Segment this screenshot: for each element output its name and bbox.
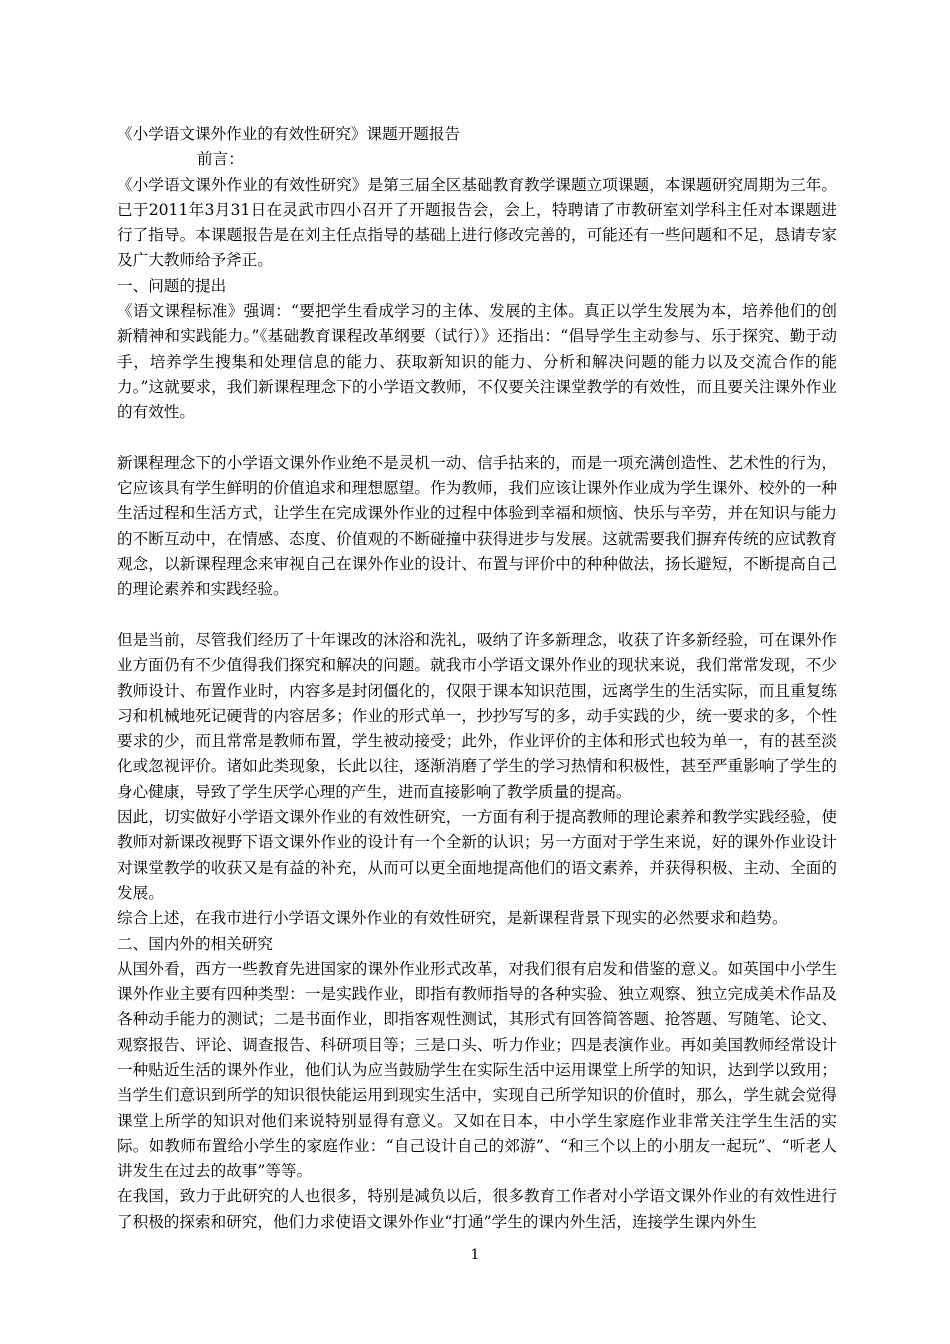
page-number: 1 (470, 1247, 480, 1263)
paragraph-summary: 综合上述，在我市进行小学语文课外作业的有效性研究，是新课程背景下现实的必然要求和趋势。 (117, 909, 788, 928)
paragraph-domestic-research: 在我国，致力于此研究的人也很多，特别是减负以后，很多教育工作者对小学语文课外作业的有效性进行了积极的探索和研究，他们力求使语文课外作业“打通”学生的课内外生活，连接学生课内外生 (117, 1187, 837, 1231)
paragraph-significance: 因此，切实做好小学语文课外作业的有效性研究，一方面有利于提高教师的理论素养和教学实践经验，使教师对新课改视野下语文课外作业的设计有一个全新的认识；另一方面对于学生来说，好的课外作业设计对课堂教学的收获又是有益的补充，从而可以更全面地提高他们的语文素养，并获得积极、主动、全面的发展。 (117, 808, 837, 902)
paragraph-current-problems: 但是当前，尽管我们经历了十年课改的沐浴和洗礼，吸纳了许多新理念，收获了许多新经验，可在课外作业方面仍有不少值得我们探究和解决的问题。就我市小学语文课外作业的现状来说，我们常常发现，不少教师设计、布置作业时，内容多是封闭僵化的，仅限于课本知识范围，远离学生的生活实际，而且重复练习和机械地死记硬背的内容居多；作业的形式单一，抄抄写写的多，动手实践的少，统一要求的多，个性要求的少，而且常常是教师布置，学生被动接受；此外，作业评价的主体和形式也较为单一，有的甚至淡化或忽视评价。诸如此类现象，长此以往，逐渐消磨了学生的学习热情和积极性，甚至严重影响了学生的身心健康，导致了学生厌学心理的产生，进而直接影响了教学质量的提高。 (117, 630, 837, 801)
paragraph-standards: 《语文课程标准》强调：“要把学生看成学习的主体、发展的主体。真正以学生发展为本，培养他们的创新精神和实践能力。”《基础教育课程改革纲要（试行）》还指出：“倡导学生主动参与、乐于探究、勤于动手，培养学生搜集和处理信息的能力、获取新知识的能力、分析和解决问题的能力以及交流合作的能力。”这就要求，我们新课程理念下的小学语文教师，不仅要关注课堂教学的有效性，而且要关注课外作业的有效性。 (117, 302, 837, 422)
section-heading-1: 一、问题的提出 (117, 276, 227, 295)
paragraph-foreign-research: 从国外看，西方一些教育先进国家的课外作业形式改革，对我们很有启发和借鉴的意义。如英国中小学生课外作业主要有四种类型：一是实践作业，即指有教师指导的各种实验、独立观察、独立完成美术作品及各种动手能力的测试；二是书面作业，即指客观性测试，其形式有回答简答题、抢答题、写随笔、论文、观察报告、评论、调查报告、科研项目等；三是口头、听力作业；四是表演作业。再如美国教师经常设计一种贴近生活的课外作业，他们认为应当鼓励学生在实际生活中运用课堂上所学的知识，达到学以致用；当学生们意识到所学的知识很快能运用到现实生活中，实现自己所学知识的价值时，那么，学生就会觉得课堂上所学的知识对他们来说特别显得有意义。又如在日本，中小学生家庭作业非常关注学生生活的实际。如教师布置给小学生的家庭作业：“自己设计自己的郊游”、“和三个以上的小朋友一起玩”、“听老人讲发生在过去的故事”等等。 (117, 959, 837, 1181)
document-body (117, 122, 837, 1235)
paragraph-intro: 《小学语文课外作业的有效性研究》是第三届全区基础教育教学课题立项课题，本课题研究周期为三年。已于2011年3月31日在灵武市四小召开了开题报告会，会上，特聘请了市教研室刘学科主任对本课题进行了指导。本课题报告是在刘主任点指导的基础上进行修改完善的，可能还有一些问题和不足，恳请专家及广大教师给予斧正。 (117, 175, 837, 270)
document-title: 《小学语文课外作业的有效性研究》课题开题报告 (117, 125, 461, 143)
blank-line (117, 426, 837, 451)
blank-line (117, 603, 837, 628)
preface-label: 前言： (197, 150, 244, 169)
paragraph-new-curriculum: 新课程理念下的小学语文课外作业绝不是灵机一动、信手拈来的，而是一项充满创造性、艺术性的行为，它应该具有学生鲜明的价值追求和理想愿望。作为教师，我们应该让课外作业成为学生课外、校外的一种生活过程和生活方式，让学生在完成课外作业的过程中体验到幸福和烦恼、快乐与辛劳，并在知识与能力的不断互动中，在情感、态度、价值观的不断碰撞中获得进步与发展。这就需要我们摒弃传统的应试教育观念，以新课程理念来审视自己在课外作业的设计、布置与评价中的种种做法，扬长避短，不断提高自己的理论素养和实践经验。 (117, 453, 837, 599)
section-heading-2: 二、国内外的相关研究 (117, 934, 273, 953)
